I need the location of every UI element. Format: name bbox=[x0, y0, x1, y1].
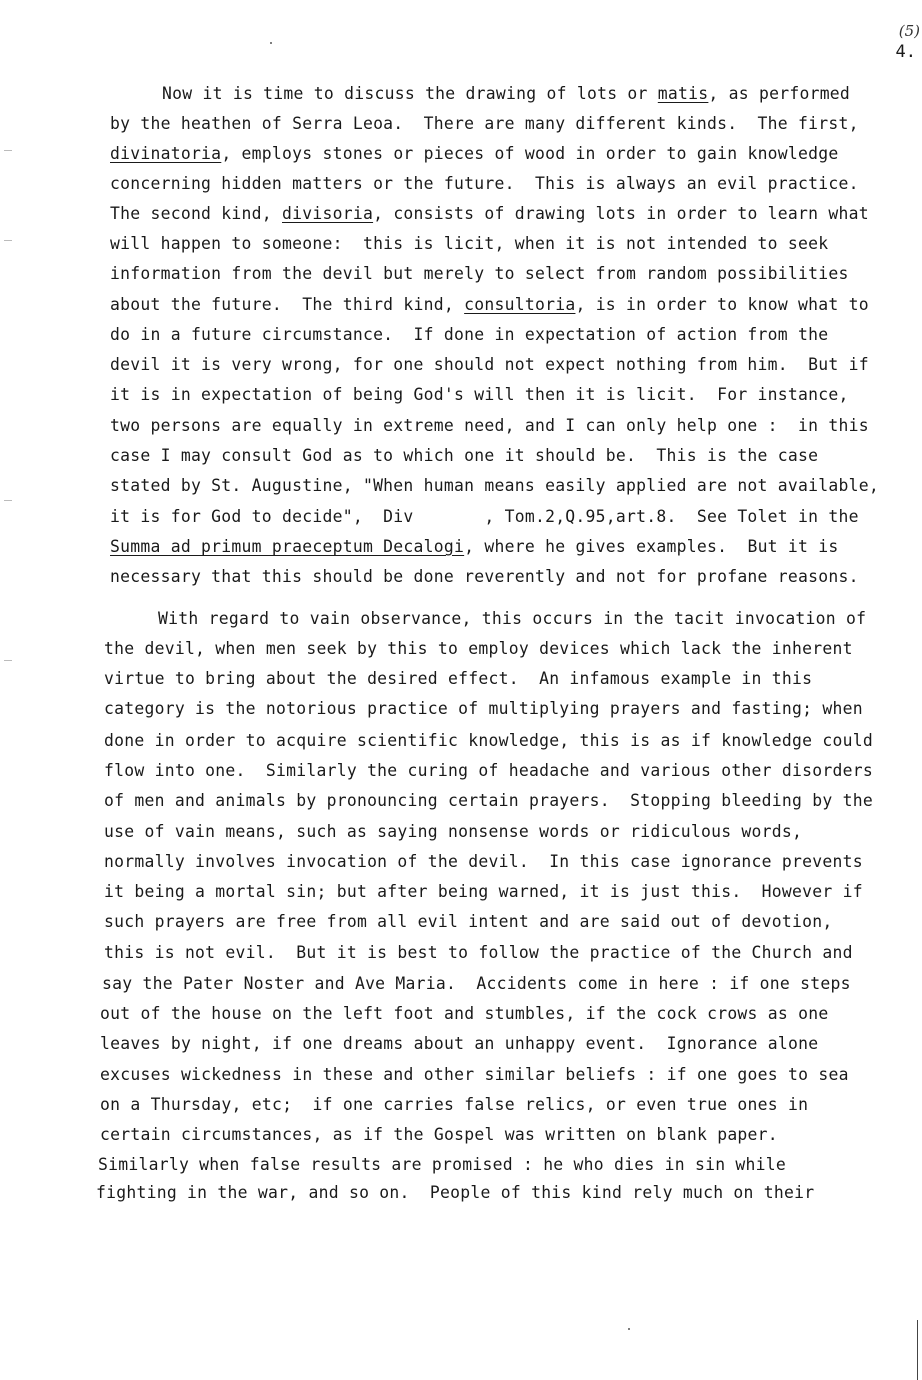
underlined-term: divisoria bbox=[282, 204, 374, 223]
text-line: concerning hidden matters or the future. This is always an evil practice. bbox=[110, 174, 859, 193]
text-line: certain circumstances, as if the Gospel was written on blank paper. bbox=[100, 1125, 778, 1144]
text-line: Similarly when false results are promised : he who dies in sin while bbox=[98, 1155, 787, 1174]
text-line: done in order to acquire scientific knowledge, this is as if knowledge could bbox=[104, 731, 873, 750]
text-line: category is the notorious practice of multiplying prayers and fasting; when bbox=[104, 699, 863, 718]
underlined-term: consultoria bbox=[464, 295, 576, 314]
text-line: of men and animals by pronouncing certain prayers. Stopping bleeding by the bbox=[104, 791, 873, 810]
text-line: this is not evil. But it is best to follow the practice of the Church and bbox=[104, 943, 853, 962]
text-line: stated by St. Augustine, "When human means easily applied are not available, bbox=[110, 476, 879, 495]
text-line: With regard to vain observance, this occurs in the tacit invocation of bbox=[158, 609, 867, 628]
text-line: by the heathen of Serra Leoa. There are many different kinds. The first, bbox=[110, 114, 859, 133]
text-line bbox=[110, 206, 869, 222]
text-segment: Now it is time to discuss the drawing of lots or bbox=[162, 84, 658, 103]
margin-mark bbox=[4, 500, 12, 501]
text-line: will happen to someone: this is licit, when it is not intended to seek bbox=[110, 234, 829, 253]
text-line: say the Pater Noster and Ave Maria. Accidents come in here : if one steps bbox=[102, 974, 851, 993]
text-segment: , employs stones or pieces of wood in order to gain knowledge bbox=[221, 144, 839, 163]
underlined-term: divinatoria bbox=[110, 144, 222, 163]
text-line bbox=[110, 539, 839, 555]
text-line: case I may consult God as to which one it should be. This is the case bbox=[110, 446, 819, 465]
text-line: on a Thursday, etc; if one carries false relics, or even true ones in bbox=[100, 1095, 809, 1114]
text-segment: The second kind, bbox=[110, 204, 283, 223]
text-line: it is in expectation of being God's will then it is licit. For instance, bbox=[110, 385, 849, 404]
page-number: 4. bbox=[895, 42, 916, 62]
text-line: use of vain means, such as saying nonsense words or ridiculous words, bbox=[104, 822, 803, 841]
edge-line bbox=[917, 1320, 918, 1380]
text-line: necessary that this should be done reverently and not for profane reasons. bbox=[110, 567, 859, 586]
text-segment: , is in order to know what to bbox=[575, 295, 869, 314]
text-segment: , where he gives examples. But it is bbox=[464, 537, 839, 556]
text-line bbox=[110, 297, 869, 313]
text-segment: about the future. The third kind, bbox=[110, 295, 465, 314]
text-line: flow into one. Similarly the curing of headache and various other disorders bbox=[104, 761, 873, 780]
text-line bbox=[162, 86, 850, 102]
text-line: devil it is very wrong, for one should not expect nothing from him. But if bbox=[110, 355, 869, 374]
speck bbox=[270, 42, 272, 44]
text-segment: , consists of drawing lots in order to learn what bbox=[373, 204, 869, 223]
text-line: leaves by night, if one dreams about an unhappy event. Ignorance alone bbox=[100, 1034, 819, 1053]
margin-mark bbox=[4, 150, 12, 151]
underlined-title: Summa ad primum praeceptum Decalogi bbox=[110, 537, 465, 556]
text-line: out of the house on the left foot and stumbles, if the cock crows as one bbox=[100, 1004, 829, 1023]
text-line: it is for God to decide", Div , Tom.2,Q.95,art.8. See Tolet in the bbox=[110, 507, 859, 526]
handwritten-page-annotation: (5) bbox=[898, 22, 920, 40]
text-line: it being a mortal sin; but after being warned, it is just this. However if bbox=[104, 882, 863, 901]
speck bbox=[628, 1328, 630, 1330]
text-line: two persons are equally in extreme need, and I can only help one : in this bbox=[110, 416, 869, 435]
text-line: the devil, when men seek by this to employ devices which lack the inherent bbox=[104, 639, 853, 658]
text-line: excuses wickedness in these and other similar beliefs : if one goes to sea bbox=[100, 1065, 849, 1084]
text-line: such prayers are free from all evil intent and are said out of devotion, bbox=[104, 912, 833, 931]
margin-mark bbox=[4, 240, 12, 241]
text-line: virtue to bring about the desired effect. An infamous example in this bbox=[104, 669, 813, 688]
text-line: fighting in the war, and so on. People of this kind rely much on their bbox=[96, 1183, 815, 1202]
text-line bbox=[110, 146, 839, 162]
text-line: information from the devil but merely to select from random possibilities bbox=[110, 264, 849, 283]
text-line: do in a future circumstance. If done in expectation of action from the bbox=[110, 325, 829, 344]
underlined-term: matis bbox=[657, 84, 709, 103]
text-segment: , as performed bbox=[708, 84, 851, 103]
margin-mark bbox=[4, 660, 12, 661]
text-line: normally involves invocation of the devil. In this case ignorance prevents bbox=[104, 852, 863, 871]
